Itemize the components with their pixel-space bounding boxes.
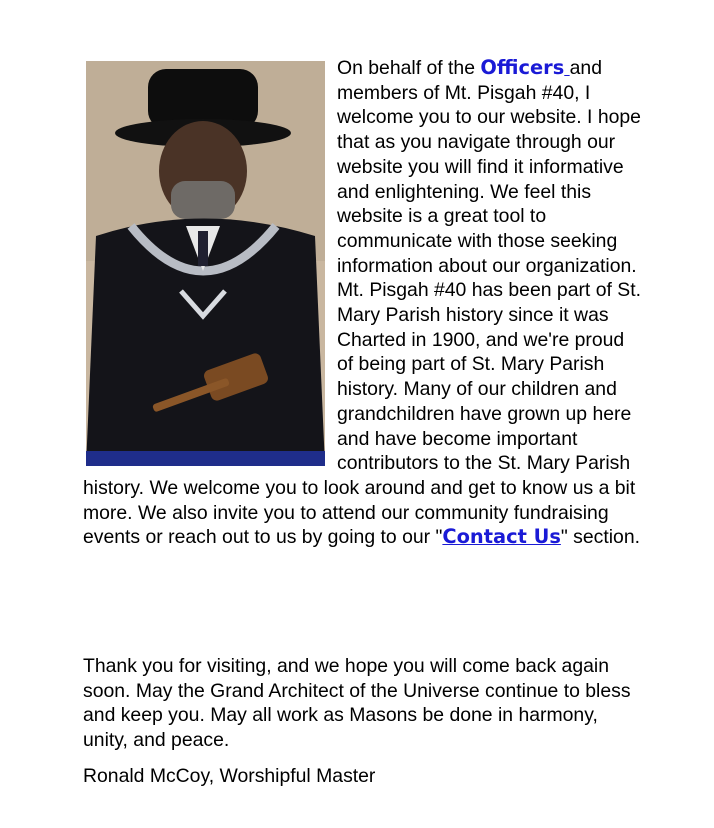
welcome-intro-body: and members of Mt. Pisgah #40, I welcome you to our website. I hope that as you navigate through our website you will find it informative and enlightening. We feel this website is a great tool to communicate with those seeking information about our organization. Mt. Pisgah #40 has been part of St. Mary Parish history since it was Charted in 1900, and we're proud of being part of St. Mary Parish history. Many of our children and grandchildren have grown up here and have become important contributors to the St. Mary Parish history. We welcome you to look around and get to know us a bit more. We also invite you to attend our community fundraising events or reach out to us by going to our " bbox=[83, 57, 641, 549]
thank-you-paragraph: Thank you for visiting, and we hope you will come back again soon. May the Grand Architect of the Universe continue to bless and keep you. May all work as Masons be done in harmony, unity, and peace. bbox=[83, 655, 631, 752]
officers-link[interactable]: Officers bbox=[480, 56, 565, 79]
signature: Ronald McCoy, Worshipful Master bbox=[83, 765, 376, 787]
contact-us-link[interactable]: Contact Us bbox=[442, 525, 561, 549]
photo-spacer bbox=[83, 56, 337, 466]
welcome-intro-start: On behalf of the bbox=[337, 57, 481, 79]
welcome-message bbox=[83, 56, 643, 550]
welcome-closing: " section. bbox=[560, 526, 640, 549]
